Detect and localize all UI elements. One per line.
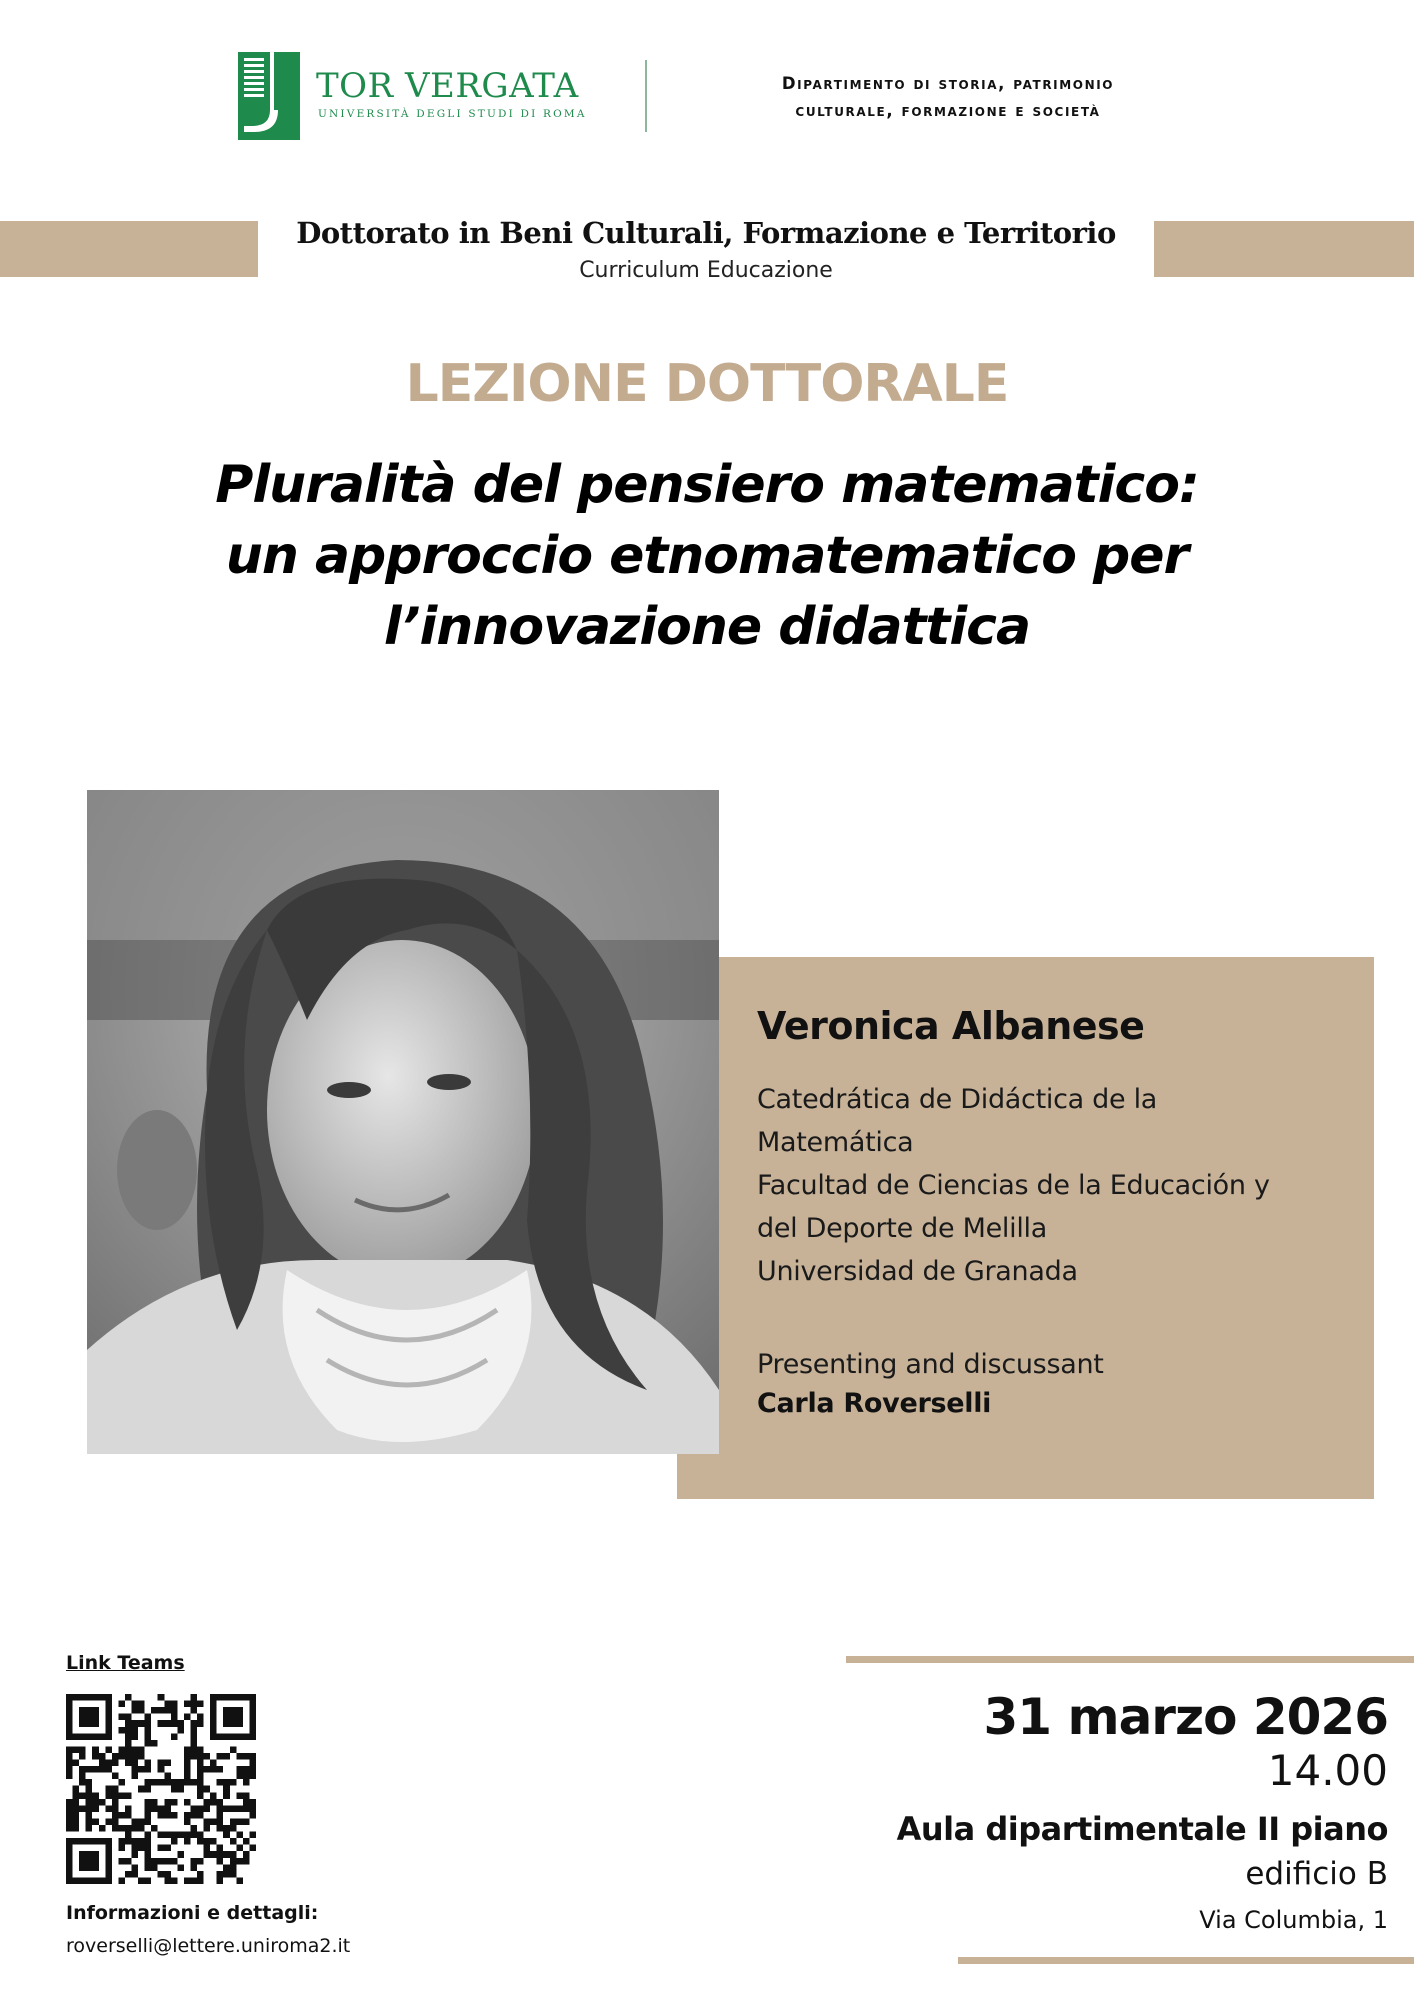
lecture-title-line-1: Pluralità del pensiero matematico: xyxy=(215,455,1199,515)
department-name xyxy=(668,70,1228,124)
contact-email[interactable]: roverselli@lettere.uniroma2.it xyxy=(66,1935,351,1957)
event-date: 31 marzo 2026 xyxy=(983,1688,1388,1746)
event-building: edificio B xyxy=(1245,1856,1388,1892)
presenter-label: Presenting and discussant xyxy=(757,1349,1104,1380)
event-address: Via Columbia, 1 xyxy=(1199,1906,1388,1934)
affiliation-line: Matemática xyxy=(757,1127,914,1158)
program-curriculum: Curriculum Educazione xyxy=(579,258,833,283)
department-line-1: Dipartimento di storia, patrimonio xyxy=(781,74,1115,93)
university-subtitle: UNIVERSITÀ DEGLI STUDI DI ROMA xyxy=(318,108,587,120)
info-label: Informazioni e dettagli: xyxy=(66,1902,319,1924)
event-rule-bottom xyxy=(958,1957,1414,1964)
lecture-title-line-3: l’innovazione didattica xyxy=(383,597,1031,657)
program-title: Dottorato in Beni Culturali, Formazione e Territorio xyxy=(296,216,1116,250)
event-room: Aula dipartimentale II piano xyxy=(896,1810,1388,1848)
affiliation-line: Facultad de Ciencias de la Educación y xyxy=(757,1170,1270,1201)
presenter-name: Carla Roverselli xyxy=(757,1388,992,1419)
university-name: TOR VERGATA xyxy=(316,66,579,106)
speaker-name: Veronica Albanese xyxy=(757,1004,1145,1048)
university-logo-icon xyxy=(238,52,300,140)
speaker-photo xyxy=(87,790,719,1454)
event-rule-top xyxy=(846,1656,1414,1663)
lecture-title-line-2: un approccio etnomatematico per xyxy=(225,526,1189,586)
affiliation-line: Universidad de Granada xyxy=(757,1256,1078,1287)
accent-band-left xyxy=(0,221,258,277)
event-time: 14.00 xyxy=(1267,1746,1388,1795)
affiliation-line: del Deporte de Melilla xyxy=(757,1213,1047,1244)
qr-code-icon[interactable] xyxy=(66,1694,256,1884)
speaker-affiliation xyxy=(757,1078,1357,1293)
accent-band-right xyxy=(1154,221,1414,277)
header-divider xyxy=(645,60,647,132)
department-line-2: culturale, formazione e società xyxy=(795,101,1101,120)
lecture-title xyxy=(60,450,1354,663)
affiliation-line: Catedrática de Didáctica de la xyxy=(757,1084,1158,1115)
teams-link[interactable]: Link Teams xyxy=(66,1652,185,1674)
event-type-heading: LEZIONE DOTTORALE xyxy=(405,354,1009,414)
